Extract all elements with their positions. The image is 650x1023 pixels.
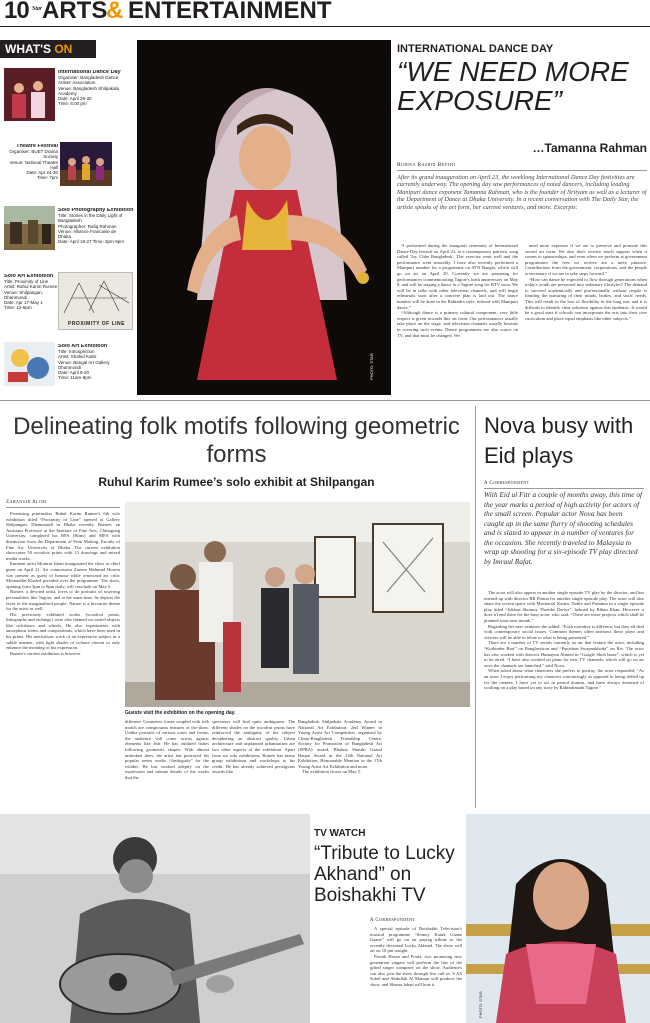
folk-paragraph: Promising printmaker Ruhul Karim Rumee's 6th solo exhibition titled “Proximity of Line” opened at Gallery Shilpangan, Dhanmondi in Dhaka recently. Rumee, an Assistant Professor at the Institute of Fine Arts, Chittagong University, completed his BFA (Hons) and MFA with distinction from the Department of Print Making, Faculty of Fine Art, University of Dhaka. The current exhibition showcases 50 woodcut prints with 13 drawings and mixed media works. xyxy=(6,511,120,561)
event-2 xyxy=(4,144,58,180)
folk-column-2 xyxy=(125,719,209,809)
event-3-detail: Date: April 18-27 Time: 3pm-9pm xyxy=(58,239,125,245)
dance-paragraph: “How can dance be expected to flow through generations when today's youth are pressured into sedentary lifestyles? The demand to succeed academically and professionally without respite is limiting the nurturing of their minds, bodies, and souls' needs. This will result in the loss of flexibility in the long run, and it is difficult to identify clear solutions against this epidemic. It would be a good start if schools can incorporate the arts into their core curriculum and place equal emphasis like other subjects.” xyxy=(525,276,647,321)
event-1-detail: Organiser: Bangladesh Dance xyxy=(58,75,119,81)
dancer-photo xyxy=(137,40,391,395)
dance-kicker: INTERNATIONAL DANCE DAY xyxy=(397,43,554,55)
tv-paragraph: Pronik Hasan and Poula, two promising new generation singers will perform the hits of the gifted singer composer on the show. Audiences can also join the show through live call in. S Ali Sohel and Abdullah Al Mamun will produce the show, and Shama Jahan will host it. xyxy=(370,953,462,987)
event-2-title: Theatre Festival xyxy=(16,144,58,149)
event-1-detail: Artists' Association xyxy=(58,80,96,86)
folk-column-3 xyxy=(212,719,295,809)
event-3-detail: Photographer: Rafiq Rahman xyxy=(58,223,117,229)
event-3-detail: Venue: Alliance Francaise de xyxy=(58,228,117,234)
event-1-title: International Dance Day xyxy=(58,70,121,75)
dance-headline: “WE NEED MORE EXPOSURE” xyxy=(397,57,629,115)
event-photo-photography xyxy=(4,206,55,250)
tv-headline: “Tribute to Lucky Akhand” on Boishakhi TV xyxy=(314,843,455,906)
nova-rule xyxy=(484,488,644,489)
nova-paragraph: When asked about what characters she prefers to portray, the actor responded, “As an actor I enjoy performing my character convincingly as opposed to being dolled up for the camera. I have yet to act in period dramas, and have always dreamed of working on a play based on any story by Rabindranath Tagore.” xyxy=(484,668,644,691)
lucky-akhand-photo xyxy=(0,814,310,1023)
folk-rule xyxy=(6,507,120,508)
event-5-detail: Title: Introspection xyxy=(58,349,95,355)
folk-paragraph: Eminent artist Monirul Islam inaugurated the show as chief guest on April 21. Art connoisseur Zareen Mahmud Hosein was present as guest of honour while renowned art critic Moinuddin Khaled presided over the programme. The show, opening from 3pm to 8pm daily, will conclude on May 5. xyxy=(6,561,120,589)
dance-byline: Rubina Rashid Beethi xyxy=(397,162,456,168)
nova-paragraph: Regarding her new ventures she added, “Each narrative is different, but they all deal with contemporary social issues. Common themes often intersect these plays and viewers will be able to relate to what is being presented.” xyxy=(484,623,644,640)
exhibit-banner-text: PROXIMITY OF LINE xyxy=(67,321,126,327)
event-2-detail: Organiser: BUET Drama Society xyxy=(9,149,58,160)
event-5-detail: Date: April 5-20 xyxy=(58,370,90,376)
folk-column-1 xyxy=(6,511,120,808)
nova-byline: A Correspondent xyxy=(484,481,530,486)
dance-paragraph: need more exposure if we are to preserve and promote this sacred art form. We also don't receive much support when it comes to sponsorships, and even when we perform at government programmes the fees we receive are a mere pittance. Contributions from the government, corporations, and the people is necessary if we are to take steps forward.” xyxy=(525,243,647,276)
folk-column-4 xyxy=(298,719,382,809)
event-4 xyxy=(4,274,58,310)
event-3 xyxy=(58,208,136,244)
exhibit-poster xyxy=(58,272,133,330)
folk-byline: Zahangir Alom xyxy=(6,500,47,505)
event-3-detail: Dhaka xyxy=(58,234,72,240)
event-1-detail: Time: 6:00 pm xyxy=(58,101,87,107)
event-4-detail: Artist: Rahul Karim Rumee xyxy=(4,284,58,290)
folk-subhead: Ruhul Karim Rumee’s solo exhibit at Shilpangan xyxy=(98,475,375,489)
whats-on-heading xyxy=(0,40,96,58)
dance-column-2 xyxy=(525,243,647,393)
event-5-detail: Venue: Bengal Art Gallery, xyxy=(58,359,111,365)
event-3-detail: Title: Stories in the Daily Light of xyxy=(58,213,123,219)
nova-paragraph: The actor will also appear in another single episode TV play by the director, and has teamed up with director BR Pinton for another single episode play. The actor will also share the screen space with Mosharraf Karim, Noble and Purnima in a single episode play titled “Jokhon Shomoy Thomke Dariye”, helmed by Rihan Khan. However it does n't end there for the busy actor, who said, “There are more projects which shall be planned soon next month.” xyxy=(484,590,644,623)
event-5 xyxy=(58,344,136,380)
dance-column-1 xyxy=(397,243,518,393)
folk-paragraph: different. Geometric forms coupled with folk motifs are conspicuous features of the show. Unlike portraits of various tones and forms, the audience will come across agastic elements like fish. He has outlined fishes following geometric shapes. With almost unbroken lines, the artist has portrayed his popular series works “Ambiguity” for the exhibit. He has worked adeptly on the expression and minute details of the works that the xyxy=(125,719,209,780)
nova-paragraph: There are a number of TV serials currently on air that feature the actor, including “Kothinder Bari” on Banglavision and “Punishon Swapnakhoda” on Rtv. The actor has also worked with director Humayun Ahmed in “Gaagle Shoh baste”, which is yet to be aired. “I have also worked on plans for new TV channels, which will go on air once the channels are launched,” said Nova. xyxy=(484,640,644,668)
event-photo-art xyxy=(4,342,55,386)
event-2-detail: Date: Apr 24-30 xyxy=(26,170,58,176)
folk-headline: Delineating folk motifs following geometric forms xyxy=(13,413,460,468)
nova-body xyxy=(484,590,644,808)
dance-rule xyxy=(397,170,647,171)
event-photo-theatre xyxy=(60,142,112,186)
nova-photo xyxy=(466,814,650,1023)
folk-paragraph: Rumee, a devoted artist, loves to do portraits of towering personalities like Tagore, and at the same time, he depicts the faces of the marginalised people. Nature is a favourite theme for the artist as well. xyxy=(6,589,120,612)
event-4-detail: Time: 12-8pm xyxy=(4,305,32,311)
dancer-photo-credit: PHOTO: STAR xyxy=(369,353,374,380)
section-divider xyxy=(0,400,650,401)
whats-on-heading-1: WHAT'S xyxy=(5,42,51,56)
dance-attribution: …Tamanna Rahman xyxy=(532,141,647,155)
folk-paragraph: The exhibition closes on May 5. xyxy=(302,769,362,775)
page-number: 10 xyxy=(4,0,29,24)
whats-on-panel xyxy=(0,40,137,392)
tv-paragraph: A special episode of Boishakhi Television's musical programme “Somoy Katuk Gaane Gaane” will go on air paying tribute to the recently deceased Lucky Akhand. The show will air on 10 pm tonight. xyxy=(370,926,462,954)
folk-paragraph: spectators will find quite ambiguous. The different shades on the woodcut prints have reinforced the ambiguity of the subject deciphering an abstract quality. Urban architecture and unplanned urbanisation are two other aspects of the exhibition. Apart from six solo exhibitions, Rumee has many group exhibitions and workshops to his credit. He has already achieved prestigious awards like xyxy=(212,719,295,775)
section-title-arts: ARTS xyxy=(42,0,108,24)
whats-on-heading-2: ON xyxy=(54,42,73,56)
event-5-detail: Time: 11am-8pm xyxy=(58,375,92,381)
tv-body xyxy=(370,926,462,1021)
tv-kicker: TV WATCH xyxy=(314,828,366,839)
folk-paragraph: Rumee's current exhibition is however xyxy=(10,650,81,656)
dance-paragraph: “Although dance is a primary cultural component, very little respect is given towards this art form. Our performances usually take place on the stage, and television channels usually hesitate in covering such events. Dance programmes are also scarce on TV, and that must be changed. We xyxy=(397,310,518,338)
event-4-title: Solo Art Exhibition xyxy=(4,274,54,279)
folk-paragraph: Bangladesh Shilpakala Academy Award in National Art Exhibition, 2nd Winner in Young Artist Art Competition, organised by China-Bangladesh Friendship Centre, Society for Promotion of Bangladesh Art (SPBA) award, Bhabna Shasthi Gaatal Haque Award in the 13th National Art Exhibition, Honourable Mention in the 17th Young Artist Art Exhibition and more. xyxy=(298,719,382,769)
event-3-title: Solo Photography Exhibition xyxy=(58,208,134,213)
event-4-detail: Title: Proximity of Line xyxy=(4,279,49,285)
exhibition-caption: Guests visit the exhibition on the opening day. xyxy=(125,710,236,716)
exhibition-photo xyxy=(125,502,470,707)
event-2-detail: Venue: National Theatre xyxy=(9,159,58,165)
event-3-detail: Bangladesh xyxy=(58,218,82,224)
section-title-ampersand: & xyxy=(106,0,124,24)
masthead-logo: Star xyxy=(32,6,43,12)
event-1-detail: Academy xyxy=(58,90,77,96)
nova-photo-credit: PHOTO: STAR xyxy=(478,991,483,1018)
event-5-detail: Dhanmondi xyxy=(58,364,82,370)
event-5-title: Solo Art Exhibition xyxy=(58,344,108,349)
dance-intro: After its grand inauguration on April 23, the weeklong International Dance Day festivities are currently underway. The opening day saw performances of noted dancers, including leading Manipuri dance exponent Tamanna Rahman, who is the founder of Nrityam as well as a lecturer of the Department of Dance at Dhaka University. In a recent conversation with The Daily Star, the artiste speaks of the art form, her current ventures, and more. Excerpts: xyxy=(397,174,647,211)
event-2-detail: Time: 7pm xyxy=(36,175,58,181)
folk-paragraph: His previously exhibited works [woodcut prints, lithographs and etchings] were also themed on varied objects like rickshaws and wheels. He also experiments with amorphous forms and compositions, which have been used in his prints. His meticulous work of an expressive subject in a subtle manner, with light shades of colours chosen to only enhance the meaning of his expression. xyxy=(6,611,120,651)
nova-intro: With Eid ul Fitr a couple of months away, this time of the year marks a period of high activity for actors of the small screen. Popular actor Nova has been caught up in the same flurry of shooting schedules and is slated to appear in a number of ventures for the occasion. She recently traveled to Malaysia to wrap up shooting for a six-episode TV play directed by Imraul Rafat. xyxy=(484,490,643,566)
event-5-detail: Artist: Shahid Kabir xyxy=(58,354,97,360)
column-divider xyxy=(475,406,476,808)
section-title-entertainment: ENTERTAINMENT xyxy=(128,0,332,24)
tv-byline: A Correspondent xyxy=(370,918,416,923)
event-1-detail: Date: April 29-30 xyxy=(58,96,92,102)
event-4-detail: Venue: Shilpangan, Dhanmondi xyxy=(4,289,44,300)
page-header xyxy=(0,0,650,27)
event-1-detail: Venue: Bangladesh Shilpakala xyxy=(58,85,120,91)
event-4-detail: Date: Apr 17-May 1 xyxy=(4,300,43,306)
event-2-detail: Hall xyxy=(50,164,58,170)
event-photo-dance xyxy=(4,68,55,121)
event-1 xyxy=(58,70,136,106)
dance-paragraph: “I performed during the inaugural ceremony of International Dance Day festival on April 23, to a contemporary patriotic song called 'Joy Chhe Bangladesh'. The exercise went well and the performance went smoothly. I have also recently performed a Manipuri number for a programme on ATN Bangla, which will go on air on April 29. Currently we are preparing for performances commemorating Tagore's birth anniversary on May 8, and will be staging a dance to a Tagore song for BTV soon. We will be in talks with other television channels, and will begin rehearsals soon after a concrete plan is laid out. The dance number will be done in the Rabindra style, infused with Manipuri dance.” xyxy=(397,243,518,310)
nova-headline: Nova busy with Eid plays xyxy=(484,413,634,468)
